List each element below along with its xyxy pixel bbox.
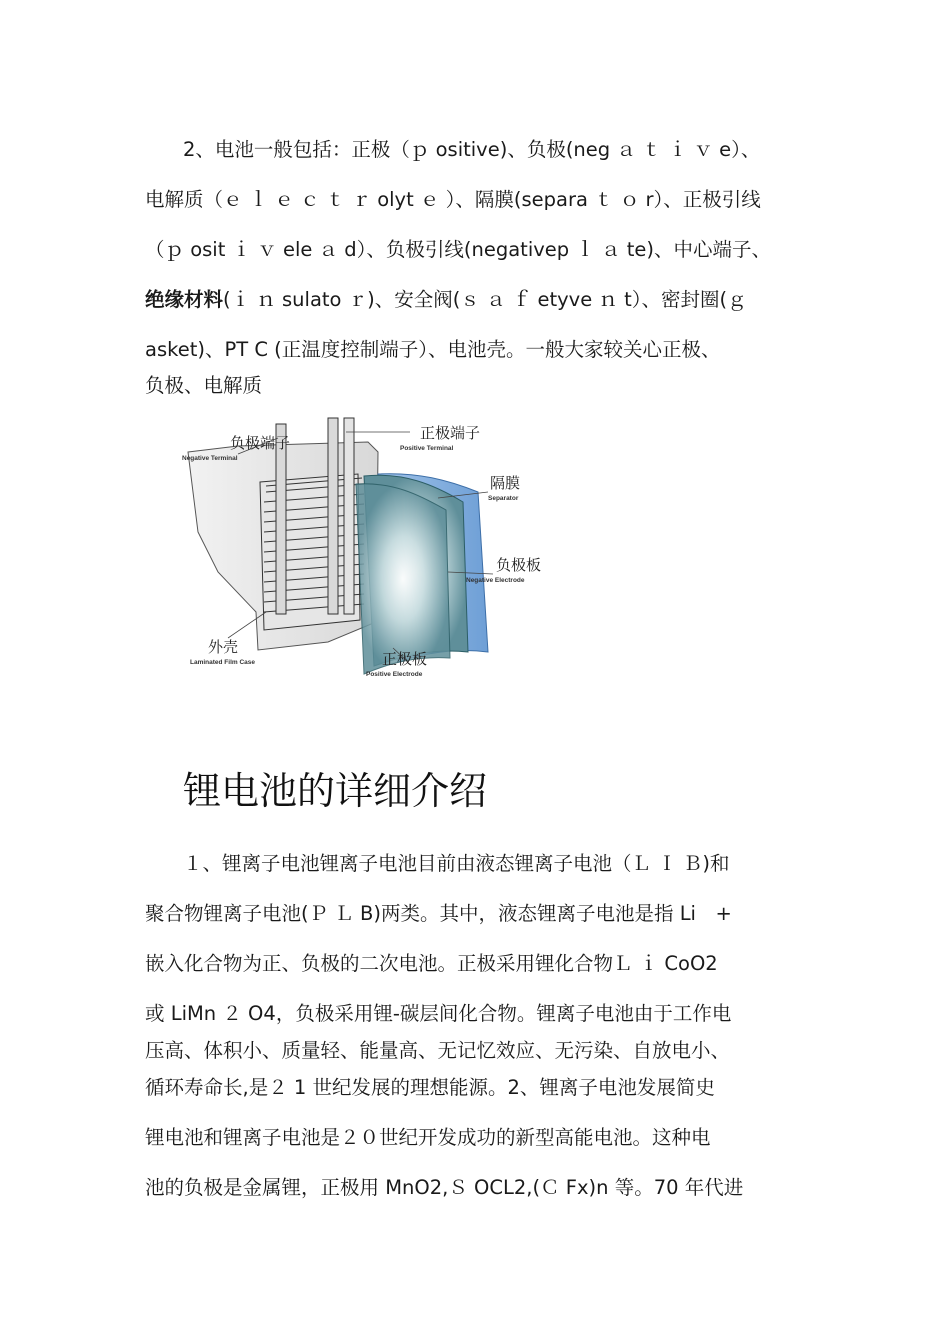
positive-terminal-rod: [328, 418, 338, 614]
paragraph-line: １、锂离子电池﻿锂离子电池目前由液态锂离子电池（Ｌ Ｉ Ｂ)和: [183, 852, 730, 875]
battery-diagram: [178, 412, 568, 702]
case-label-en: Laminated Film Case: [190, 659, 256, 666]
negative-terminal-rod: [276, 424, 286, 614]
paragraph-line: （ｐ osit ｉ ｖ ele ａ d）、负极引线(negativep ｌ ａ te)、中心端子、: [145, 238, 771, 261]
paragraph-line-text: (ｉ ｎ sulato ｒ)、安全阀(ｓ ａ ｆ etyve ｎ t）、密封圈(ｇ: [223, 288, 747, 311]
positive-electrode-label: 正极板: [382, 650, 428, 668]
negative-terminal-label: 负极端子: [230, 434, 291, 452]
paragraph-line: 循环寿命长,是２ 1 世纪发展的理想能源。2﻿、锂离子电池发展简史: [145, 1076, 715, 1099]
paragraph-line: 锂电池和锂离子电池是２０世纪开发成功的新型高能电池。这种电: [145, 1126, 711, 1149]
paragraph-line: 电解质（ｅ ｌ ｅ ｃ ｔ ｒ olyt ｅ ）、隔膜(separa ｔ ｏ r）、正极引线: [145, 188, 761, 211]
paragraph-line: 池的负极是金属锂，正极用 MnO2,Ｓ OCL2,(Ｃ Fx)n 等。70 年代进: [145, 1176, 744, 1199]
case-label: 外壳: [208, 638, 239, 656]
negative-electrode-label: 负极板: [496, 556, 542, 574]
paragraph-line: asket)、PT C (正温度控制端子）、电池壳。一般大家较关心正极、: [145, 338, 721, 361]
section-heading: 锂电池的详细介绍: [183, 769, 488, 813]
negative-terminal-label-en: Negative Terminal: [182, 455, 238, 462]
separator-label-en: Separator: [488, 495, 519, 502]
terminal-rod-2: [344, 418, 354, 614]
positive-electrode-sheet: [356, 484, 450, 674]
paragraph-line: [145, 287, 805, 313]
paragraph-line: 负极、电解质: [145, 374, 263, 397]
positive-terminal-label-en: Positive Terminal: [400, 445, 454, 452]
paragraph-line: 聚合物锂离子电池(Ｐ Ｌ B)两类。其中，液态锂离子电池是指 Li +: [145, 902, 732, 925]
battery-structure-figure: [178, 412, 568, 702]
bold-term: 绝缘材料: [145, 288, 224, 311]
paragraph-line: 嵌入化合物为正、负极的二次电池。正极采用锂化合物Ｌ ｉ CoO2: [145, 952, 718, 975]
positive-terminal-label: 正极端子: [420, 424, 481, 442]
paragraph-line: 压高、体积小、质量轻、能量高、无记忆效应、无污染、自放电小、: [145, 1039, 731, 1062]
paragraph-line: 或 LiMn ２ O4，负极采用锂-碳层间化合物。锂离子电池由于工作电: [145, 1002, 732, 1025]
separator-label: 隔膜: [490, 474, 521, 492]
paragraph-line: 2、电池一般包括：正极（ｐ ositive)、负极(neg ａ ｔ ｉ ｖ e）、: [183, 138, 761, 161]
negative-electrode-label-en: Negative Electrode: [466, 577, 525, 584]
positive-electrode-label-en: Positive Electrode: [366, 671, 423, 678]
